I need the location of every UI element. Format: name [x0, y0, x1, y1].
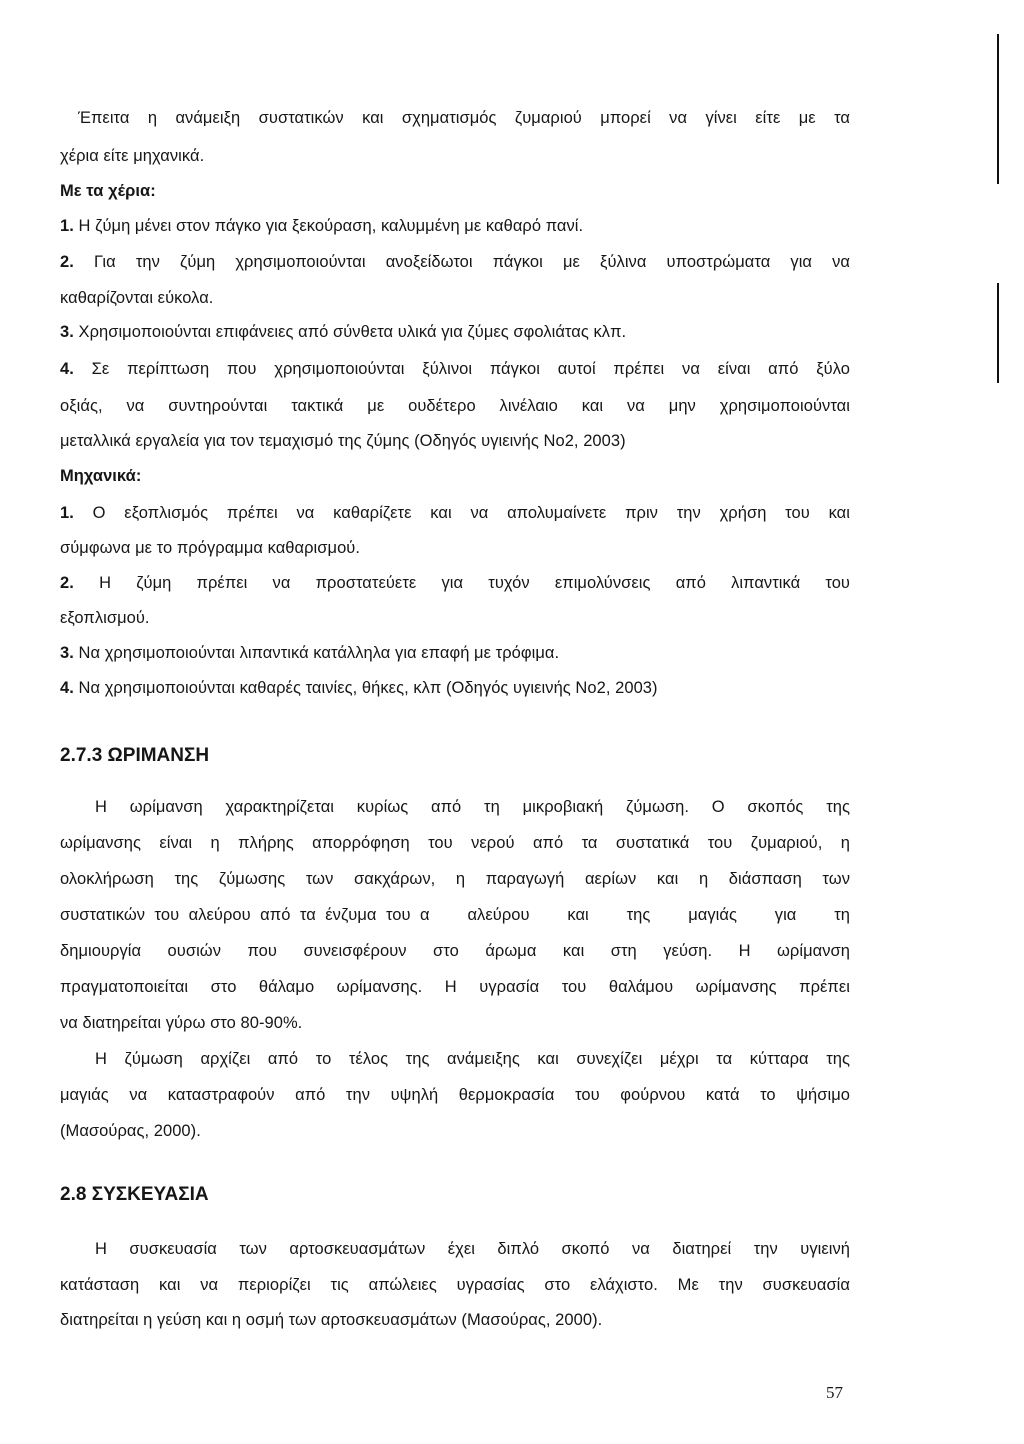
section-heading-ripening: 2.7.3 ΩΡΙΜΑΝΣΗ: [60, 745, 210, 766]
item-text: Η ζύμη πρέπει να προστατεύετε για τυχόν επιμολύνσεις από λιπαντικά του: [99, 574, 850, 592]
hand-item-continuation: μεταλλικά εργαλεία για τον τεμαχισμό της ζύμης (Οδηγός υγιεινής Νο2, 2003): [60, 432, 626, 450]
item-number: 2.: [60, 574, 74, 592]
page-number: 57: [826, 1383, 843, 1402]
hand-heading: Με τα χέρια:: [60, 182, 156, 200]
machine-item: [60, 573, 850, 593]
item-number: 4.: [60, 360, 74, 378]
item-text: Χρησιμοποιούνται επιφάνειες από σύνθετα υλικά για ζύμες σφολιάτας κλπ.: [78, 323, 627, 341]
ripening-line: Η ζύμωση αρχίζει από το τέλος της ανάμειξης και συνεχίζει μέχρι τα κύτταρα της: [95, 1050, 850, 1068]
hand-item-continuation: οξιάς, να συντηρούνται τακτικά με ουδέτερο λινέλαιο και να μην χρησιμοποιούνται: [60, 397, 850, 415]
ripening-line: μαγιάς να καταστραφούν από την υψηλή θερμοκρασία του φούρνου κατά το ψήσιμο: [60, 1086, 850, 1104]
machine-item-continuation: εξοπλισμού.: [60, 609, 150, 627]
item-text: Σε περίπτωση που χρησιμοποιούνται ξύλινοι πάγκοι αυτοί πρέπει να είναι από ξύλο: [91, 360, 850, 378]
ripening-line: δημιουργία ουσιών που συνεισφέρουν στο άρωμα και στη γεύση. Η ωρίμανση: [60, 942, 850, 960]
hand-item: [60, 359, 850, 379]
item-text: Να χρησιμοποιούνται καθαρές ταινίες, θήκες, κλπ (Οδηγός υγιεινής Νο2, 2003): [78, 679, 658, 697]
packaging-line: κατάσταση και να περιορίζει τις απώλειες υγρασίας στο ελάχιστο. Με την συσκευασία: [60, 1276, 850, 1294]
item-number: 4.: [60, 679, 74, 697]
hand-item-continuation: καθαρίζονται εύκολα.: [60, 289, 214, 307]
item-number: 2.: [60, 253, 74, 271]
item-number: 1.: [60, 217, 74, 235]
hand-item: [60, 252, 850, 272]
ripening-line: Η ωρίμανση χαρακτηρίζεται κυρίως από τη μικροβιακή ζύμωση. Ο σκοπός της: [95, 798, 850, 816]
hand-item: [60, 322, 850, 342]
item-text: Ο εξοπλισμός πρέπει να καθαρίζετε και να απολυμαίνετε πριν την χρήση του και: [92, 504, 850, 522]
item-text: Να χρησιμοποιούνται λιπαντικά κατάλληλα για επαφή με τρόφιμα.: [78, 644, 560, 662]
ripening-line: (Μασούρας, 2000).: [60, 1122, 201, 1140]
packaging-line: Η συσκευασία των αρτοσκευασμάτων έχει διπλό σκοπό να διατηρεί την υγιεινή: [95, 1240, 850, 1258]
scan-edge-mark: [997, 283, 999, 383]
machine-item: [60, 503, 850, 523]
packaging-line: διατηρείται η γεύση και η οσμή των αρτοσκευασμάτων (Μασούρας, 2000).: [60, 1311, 603, 1329]
ripening-line: να διατηρείται γύρω στο 80-90%.: [60, 1014, 303, 1032]
machine-item-continuation: σύμφωνα με το πρόγραμμα καθαρισμού.: [60, 539, 360, 557]
item-text: Για την ζύμη χρησιμοποιούνται ανοξείδωτοι πάγκοι με ξύλινα υποστρώματα για να: [94, 253, 851, 271]
machine-item: [60, 643, 850, 663]
item-number: 3.: [60, 323, 74, 341]
ripening-line: πραγματοποιείται στο θάλαμο ωρίμανσης. Η υγρασία του θαλάμου ωρίμανσης πρέπει: [60, 978, 850, 996]
machine-heading: Μηχανικά:: [60, 467, 142, 485]
intro-line: Έπειτα η ανάμειξη συστατικών και σχηματισμός ζυμαριού μπορεί να γίνει είτε με τα: [78, 109, 850, 127]
item-number: 3.: [60, 644, 74, 662]
ripening-line: ωρίμανσης είναι η πλήρης απορρόφηση του νερού από τα συστατικά του ζυμαριού, η: [60, 834, 850, 852]
item-number: 1.: [60, 504, 74, 522]
section-heading-packaging: 2.8 ΣΥΣΚΕΥΑΣΙΑ: [60, 1184, 209, 1205]
hand-item: [60, 216, 850, 236]
machine-item: [60, 678, 850, 698]
item-text: Η ζύμη μένει στον πάγκο για ξεκούραση, καλυμμένη με καθαρό πανί.: [78, 217, 584, 235]
intro-line: χέρια είτε μηχανικά.: [60, 147, 205, 165]
scan-edge-mark: [997, 34, 999, 184]
ripening-line: ολοκλήρωση της ζύμωσης των σακχάρων, η παραγωγή αερίων και η διάσπαση των: [60, 870, 850, 888]
ripening-line: συστατικών του αλεύρου από τα ένζυμα του α αλεύρου και της μαγιάς για τη: [60, 906, 850, 924]
